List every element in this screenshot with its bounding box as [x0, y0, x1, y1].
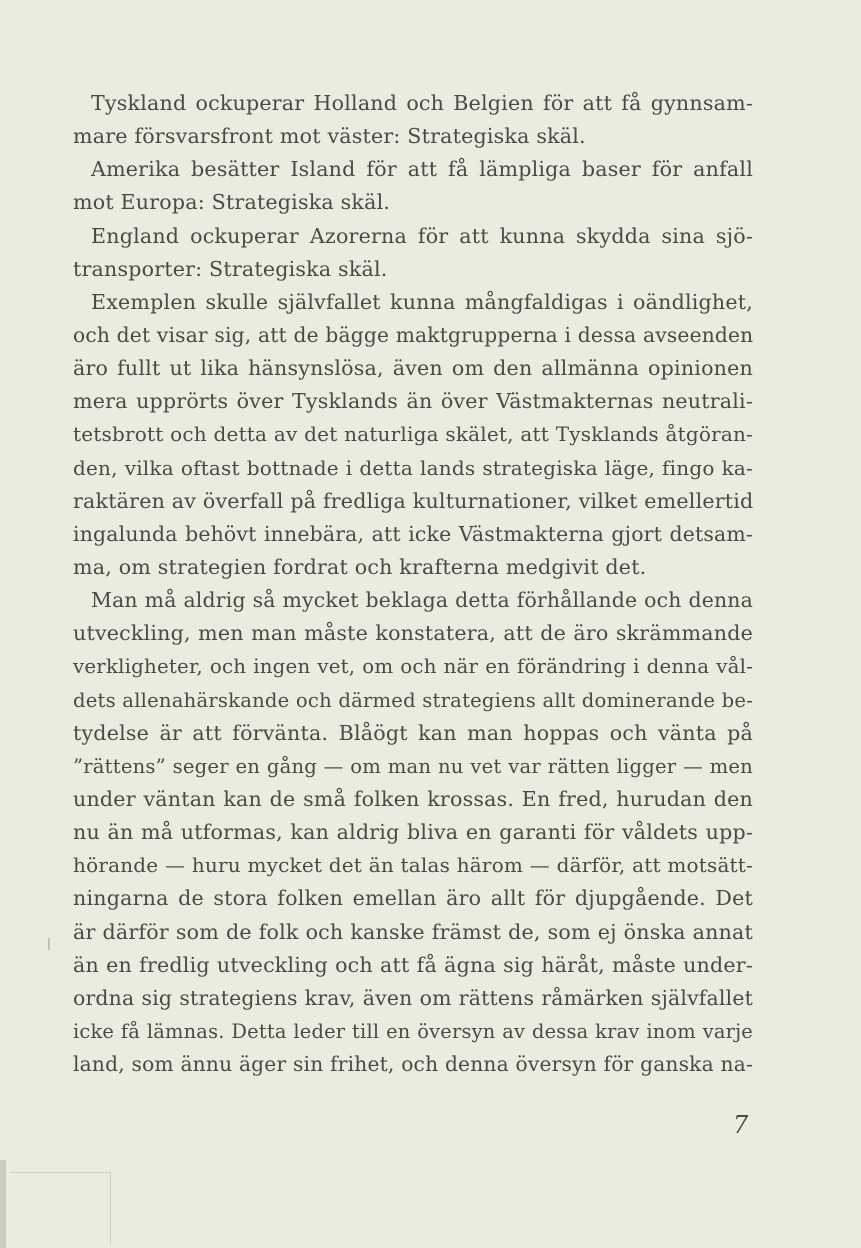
- text-line: land, som ännu äger sin frihet, och denna översyn för ganska na-: [73, 1052, 753, 1077]
- text-line: verkligheter, och ingen vet, om och när en förändring i denna vål-: [73, 655, 753, 679]
- text-line: tetsbrott och detta av det naturliga skälet, att Tysklands åtgöran-: [73, 422, 753, 447]
- page-number: 7: [733, 1111, 749, 1139]
- text-line: Tyskland ockuperar Holland och Belgien för att få gynnsam-: [91, 91, 753, 115]
- text-line: Man må aldrig så mycket beklaga detta förhållande och denna: [91, 588, 753, 613]
- text-line: England ockuperar Azorerna för att kunna skydda sina sjö-: [91, 223, 753, 248]
- text-line: under väntan kan de små folken krossas. En fred, hurudan den: [73, 786, 753, 811]
- text-line: mare försvarsfront mot väster: Strategiska skäl.: [73, 124, 586, 149]
- text-line: mera upprörts över Tysklands än över Västmakternas neutrali-: [73, 389, 753, 414]
- text-line: ”rättens” seger en gång — om man nu vet var rätten ligger — men: [73, 754, 753, 778]
- text-line: utveckling, men man måste konstatera, att de äro skrämmande: [73, 621, 753, 646]
- text-line: nu än må utformas, kan aldrig bliva en garanti för våldets upp-: [73, 820, 753, 845]
- text-line: mot Europa: Strategiska skäl.: [73, 190, 391, 215]
- text-line: än en fredlig utveckling och att få ägna sig häråt, måste under-: [73, 952, 753, 977]
- text-line: tydelse är att förvänta. Blåögt kan man hoppas och vänta på: [73, 720, 753, 745]
- text-line: ningarna de stora folken emellan äro allt för djupgående. Det: [73, 886, 753, 911]
- text-line: raktären av överfall på fredliga kulturnationer, vilket emellertid: [73, 488, 754, 513]
- text-line: ingalunda behövt innebära, att icke Västmakterna gjort detsam-: [73, 521, 753, 546]
- text-line: transporter: Strategiska skäl.: [73, 256, 388, 281]
- text-line: ordna sig strategiens krav, även om rättens råmärken självfallet: [73, 985, 753, 1010]
- text-line: dets allenahärskande och därmed strategiens allt dominerande be-: [73, 688, 753, 712]
- text-line: Amerika besätter Island för att få lämpliga baser för anfall: [91, 157, 753, 182]
- text-line: den, vilka oftast bottnade i detta lands strategiska läge, fingo ka-: [73, 455, 753, 480]
- text-line: icke få lämnas. Detta leder till en översyn av dessa krav inom varje: [73, 1019, 753, 1043]
- text-line: Exemplen skulle självfallet kunna mångfaldigas i oändlighet,: [91, 289, 753, 314]
- text-line: hörande — huru mycket det än talas härom — därför, att motsätt-: [73, 853, 753, 878]
- text-line: är därför som de folk och kanske främst de, som ej önska annat: [73, 919, 753, 944]
- body-text: [73, 87, 753, 1081]
- binding-edge: [0, 1160, 6, 1248]
- scan-frame-corner: [10, 1172, 111, 1245]
- margin-mark: [48, 938, 50, 950]
- text-line: äro fullt ut lika hänsynslösa, även om den allmänna opinionen: [73, 356, 753, 381]
- text-line: och det visar sig, att de bägge maktgrupperna i dessa avseenden: [73, 322, 754, 347]
- text-line: ma, om strategien fordrat och krafterna medgivit det.: [73, 554, 647, 579]
